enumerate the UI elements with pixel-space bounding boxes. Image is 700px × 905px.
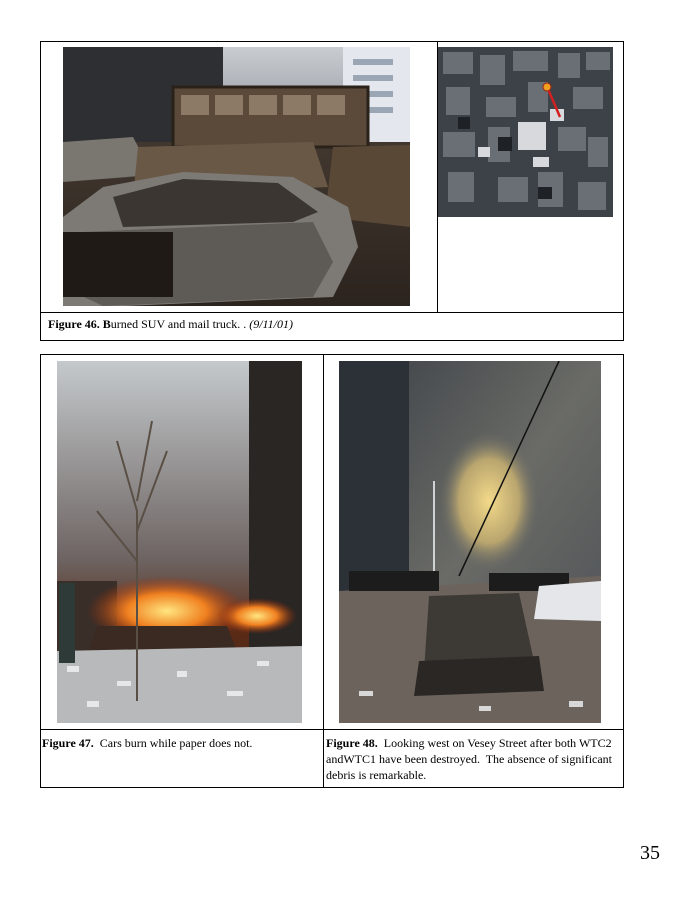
burned-cars-photo: [63, 47, 410, 306]
figure-46-label: Figure 46.: [48, 317, 100, 331]
figures-47-48-caption-rule: [40, 729, 624, 730]
figure-48-label: Figure 48.: [326, 736, 378, 750]
figure-47-caption: [42, 735, 318, 751]
figure-46-text: urned SUV and mail truck. .: [110, 317, 250, 331]
figure-48-caption: [326, 735, 620, 783]
figure-46-text-bold-initial: B: [102, 317, 111, 331]
figure-47-text: Cars burn while paper does not.: [93, 736, 253, 750]
vesey-street-photo: [339, 361, 601, 723]
figure-48-text: Looking west on Vesey Street after both WTC2 andWTC1 have been destroyed. The absence of significant debris is remarkable.: [326, 736, 616, 782]
aerial-map-photo: [438, 47, 613, 217]
figure-46-date: (9/11/01): [249, 317, 293, 331]
figures-47-48-divider: [323, 354, 324, 788]
figure-46-caption: [48, 316, 618, 332]
figure-46-caption-rule: [40, 312, 624, 313]
page-number: 35: [640, 842, 660, 864]
burning-cars-photo: [57, 361, 302, 723]
figure-47-label: Figure 47.: [42, 736, 94, 750]
